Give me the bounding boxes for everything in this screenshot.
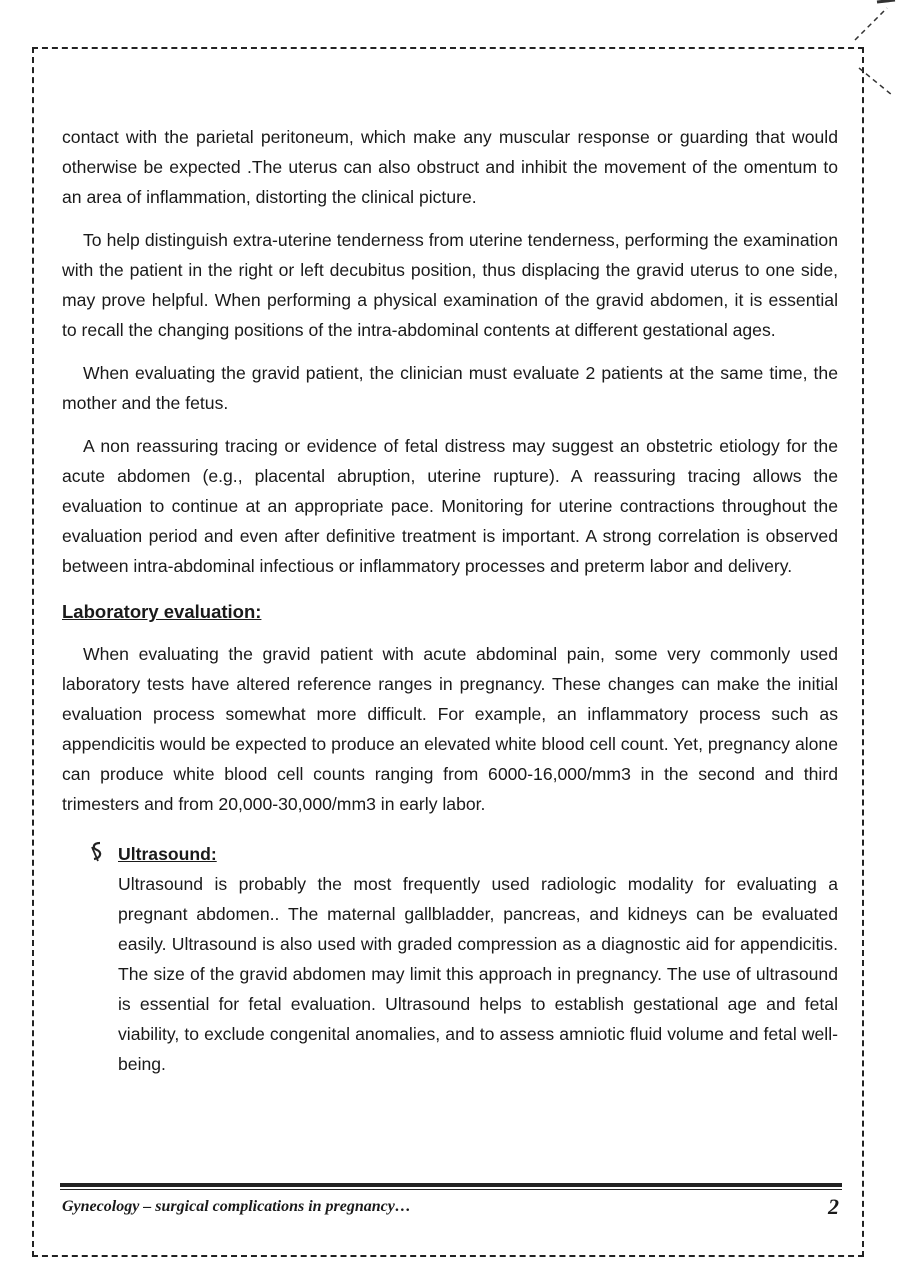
- page-number: 2: [828, 1194, 839, 1219]
- paragraph-two-patients: When evaluating the gravid patient, the clinician must evaluate 2 patients at the same time, the mother and the fetus.: [62, 363, 838, 413]
- bullet-title-ultrasound: Ultrasound:: [118, 844, 217, 864]
- scroll-bullet-icon: [88, 841, 106, 863]
- page-corner-fold-mark: [837, 0, 897, 100]
- section-heading-laboratory: Laboratory evaluation:: [62, 601, 262, 622]
- page-body: [62, 122, 838, 1092]
- paragraph-decubitus: To help distinguish extra-uterine tenderness from uterine tenderness, performing the examination with the patient in the right or left decubitus position, thus displacing the gravid uterus to one side, may prove helpful. When performing a physical examination of the gravid abdomen, it is essential to recall the changing positions of the intra-abdominal contents at different gestational ages.: [62, 230, 838, 340]
- paragraph-laboratory: When evaluating the gravid patient with acute abdominal pain, some very commonly used laboratory tests have altered reference ranges in pregnancy. These changes can make the initial evaluation process somewhat more difficult. For example, an inflammatory process such as appendicitis would be expected to produce an elevated white blood cell count. Yet, pregnancy alone can produce white blood cell counts ranging from 6000-16,000/mm3 in the second and third trimesters and from 20,000-30,000/mm3 in early labor.: [62, 644, 838, 814]
- paragraph-ultrasound: Ultrasound is probably the most frequently used radiologic modality for evaluating a pregnant abdomen.. The maternal gallbladder, pancreas, and kidneys can be evaluated easily. Ultrasound is also used with graded compression as a diagnostic aid for appendicitis. The size of the gravid abdomen may limit this approach in pregnancy. The use of ultrasound is essential for fetal evaluation. Ultrasound helps to establish gestational age and fetal viability, to exclude congenital anomalies, and to assess amniotic fluid volume and fetal well-being.: [118, 874, 838, 1074]
- ultrasound-bullet: [62, 839, 838, 1079]
- footer-title: Gynecology – surgical complications in pregnancy…: [62, 1198, 411, 1215]
- paragraph-fetal-tracing: A non reassuring tracing or evidence of fetal distress may suggest an obstetric etiology for the acute abdomen (e.g., placental abruption, uterine rupture). A reassuring tracing allows the evaluation to continue at an appropriate pace. Monitoring for uterine contractions throughout the evaluation period and even after definitive treatment is important. A strong correlation is observed between intra-abdominal infectious or inflammatory processes and preterm labor and delivery.: [62, 436, 838, 576]
- footer-divider: [60, 1183, 842, 1190]
- paragraph-continuation: contact with the parietal peritoneum, which make any muscular response or guarding that would otherwise be expected .The uterus can also obstruct and inhibit the movement of the omentum to an area of inflammation, distorting the clinical picture.: [62, 127, 838, 207]
